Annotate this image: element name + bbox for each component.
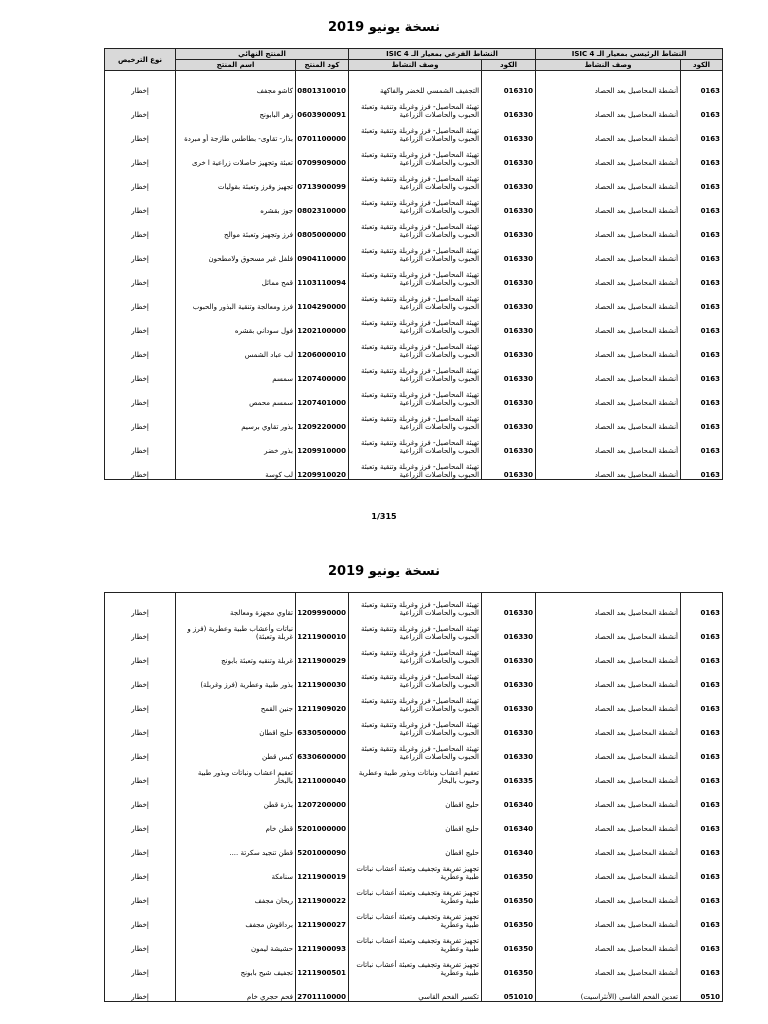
table-row xyxy=(105,167,723,191)
product-code: 1211000040 xyxy=(296,761,349,785)
table-row xyxy=(105,455,723,480)
product-name: نباتات وأعشاب طبية وعطرية (فرز و غربلة وتعبئة) xyxy=(176,617,296,641)
product-code: 6330600000 xyxy=(296,737,349,761)
main-activity-desc: أنشطة المحاصيل بعد الحصاد xyxy=(536,71,681,96)
product-name: قطن خام xyxy=(176,809,296,833)
main-activity-desc: أنشطة المحاصيل بعد الحصاد xyxy=(536,857,681,881)
main-activity-code: 0163 xyxy=(681,905,723,929)
table-row xyxy=(105,359,723,383)
product-code: 1209990000 xyxy=(296,593,349,618)
license-type: إخطار xyxy=(105,593,176,618)
table-row xyxy=(105,929,723,953)
sub-activity-desc: تهيئة المحاصيل- فرز وغربلة وتنقية وتعبئة الحبوب والحاصلات الزراعية xyxy=(349,455,482,480)
sub-activity-code: 016330 xyxy=(482,287,536,311)
sub-activity-code: 016310 xyxy=(482,71,536,96)
product-name: فرز وتجهيز وتعبئة موالح xyxy=(176,215,296,239)
sub-activity-desc: حليج اقطان xyxy=(349,785,482,809)
main-activity-code: 0163 xyxy=(681,407,723,431)
product-code: 1211909020 xyxy=(296,689,349,713)
product-name: جنين القمح xyxy=(176,689,296,713)
product-code-header: كود المنتج xyxy=(296,60,349,71)
product-name: بذور خضر xyxy=(176,431,296,455)
product-code: 0709909000 xyxy=(296,143,349,167)
main-activity-desc: أنشطة المحاصيل بعد الحصاد xyxy=(536,641,681,665)
sub-activity-desc: تهيئة المحاصيل- فرز وغربلة وتنقية وتعبئة الحبوب والحاصلات الزراعية xyxy=(349,689,482,713)
product-code: 0603900091 xyxy=(296,95,349,119)
sub-activity-desc: تهيئة المحاصيل- فرز وغربلة وتنقية وتعبئة الحبوب والحاصلات الزراعية xyxy=(349,641,482,665)
license-type: إخطار xyxy=(105,665,176,689)
table-row xyxy=(105,689,723,713)
main-activity-code: 0163 xyxy=(681,383,723,407)
main-activity-code: 0163 xyxy=(681,215,723,239)
product-code: 1207200000 xyxy=(296,785,349,809)
sub-activity-desc: تهيئة المحاصيل- فرز وغربلة وتنقية وتعبئة الحبوب والحاصلات الزراعية xyxy=(349,143,482,167)
main-activity-code: 0163 xyxy=(681,713,723,737)
main-desc-header: وصف النشاط xyxy=(536,60,681,71)
sub-activity-code: 016330 xyxy=(482,713,536,737)
product-name: تعقيم اعشاب ونباتات وبذور طبية بالبخار xyxy=(176,761,296,785)
product-code: 5201000090 xyxy=(296,833,349,857)
main-activity-desc: أنشطة المحاصيل بعد الحصاد xyxy=(536,335,681,359)
main-activity-code: 0163 xyxy=(681,191,723,215)
table-row xyxy=(105,239,723,263)
license-type-header: نوع الترخيص xyxy=(105,49,176,71)
license-type: إخطار xyxy=(105,71,176,96)
sub-activity-desc: تهيئة المحاصيل- فرز وغربلة وتنقية وتعبئة الحبوب والحاصلات الزراعية xyxy=(349,167,482,191)
product-code: 1202100000 xyxy=(296,311,349,335)
sub-activity-code: 016335 xyxy=(482,761,536,785)
sub-activity-desc: تهيئة المحاصيل- فرز وغربلة وتنقية وتعبئة الحبوب والحاصلات الزراعية xyxy=(349,263,482,287)
main-activity-desc: أنشطة المحاصيل بعد الحصاد xyxy=(536,713,681,737)
license-type: إخطار xyxy=(105,167,176,191)
activities-table-page1 xyxy=(104,48,723,480)
main-activity-desc: تعدين الفحم القاسي (الأنثراسيت) xyxy=(536,977,681,1002)
main-activity-code: 0163 xyxy=(681,311,723,335)
main-activity-desc: أنشطة المحاصيل بعد الحصاد xyxy=(536,311,681,335)
product-name: قمح مماثل xyxy=(176,263,296,287)
license-type: إخطار xyxy=(105,737,176,761)
license-type: إخطار xyxy=(105,215,176,239)
main-activity-desc: أنشطة المحاصيل بعد الحصاد xyxy=(536,383,681,407)
license-type: إخطار xyxy=(105,239,176,263)
main-activity-desc: أنشطة المحاصيل بعد الحصاد xyxy=(536,239,681,263)
sub-activity-code: 016350 xyxy=(482,905,536,929)
product-name: فلفل غير مسحوق ولامطحون xyxy=(176,239,296,263)
main-activity-code: 0163 xyxy=(681,689,723,713)
sub-activity-code: 016340 xyxy=(482,809,536,833)
main-activity-code: 0163 xyxy=(681,71,723,96)
product-code: 1211900022 xyxy=(296,881,349,905)
sub-activity-desc: تجهيز تفريغة وتجفيف وتعبئة أعشاب نباتات طبية وعطرية xyxy=(349,905,482,929)
sub-activity-desc: حليج اقطان xyxy=(349,809,482,833)
product-name: سمسم محمص xyxy=(176,383,296,407)
table-row xyxy=(105,785,723,809)
sub-activity-code: 016330 xyxy=(482,239,536,263)
table-row xyxy=(105,191,723,215)
main-activity-code: 0163 xyxy=(681,833,723,857)
main-activity-code: 0163 xyxy=(681,929,723,953)
license-type: إخطار xyxy=(105,263,176,287)
product-code: 1209910020 xyxy=(296,455,349,480)
product-name: بذور تقاوي برسيم xyxy=(176,407,296,431)
product-code: 1211900029 xyxy=(296,641,349,665)
product-name: فرز ومعالجة وتنقية البذور والحبوب xyxy=(176,287,296,311)
table-body xyxy=(105,593,723,1002)
sub-activity-desc: تهيئة المحاصيل- فرز وغربلة وتنقية وتعبئة الحبوب والحاصلات الزراعية xyxy=(349,617,482,641)
main-activity-desc: أنشطة المحاصيل بعد الحصاد xyxy=(536,593,681,618)
sub-activity-code: 016330 xyxy=(482,119,536,143)
table-body xyxy=(105,71,723,480)
product-code: 2701110000 xyxy=(296,977,349,1002)
license-type: إخطار xyxy=(105,119,176,143)
table-row xyxy=(105,737,723,761)
table-row xyxy=(105,809,723,833)
product-code: 0701100000 xyxy=(296,119,349,143)
main-activity-code: 0163 xyxy=(681,95,723,119)
table-row xyxy=(105,641,723,665)
product-name: تقاوي مجهزة ومعالجة xyxy=(176,593,296,618)
sub-activity-code: 016330 xyxy=(482,665,536,689)
table-header xyxy=(105,49,723,71)
main-activity-code: 0163 xyxy=(681,335,723,359)
license-type: إخطار xyxy=(105,641,176,665)
license-type: إخطار xyxy=(105,833,176,857)
main-activity-code: 0163 xyxy=(681,167,723,191)
license-type: إخطار xyxy=(105,455,176,480)
sub-activity-code: 016330 xyxy=(482,593,536,618)
sub-activity-desc: تجهيز تفريغة وتجفيف وتعبئة أعشاب نباتات طبية وعطرية xyxy=(349,881,482,905)
table-row xyxy=(105,665,723,689)
table-row xyxy=(105,287,723,311)
main-activity-desc: أنشطة المحاصيل بعد الحصاد xyxy=(536,287,681,311)
sub-activity-desc: تهيئة المحاصيل- فرز وغربلة وتنقية وتعبئة الحبوب والحاصلات الزراعية xyxy=(349,239,482,263)
main-activity-code: 0163 xyxy=(681,737,723,761)
table-row xyxy=(105,119,723,143)
sub-desc-header: وصف النشاط xyxy=(349,60,482,71)
page-title: نسخة يونيو 2019 xyxy=(328,564,440,579)
table-row xyxy=(105,263,723,287)
license-type: إخطار xyxy=(105,977,176,1002)
product-code: 5201000000 xyxy=(296,809,349,833)
sub-activity-code: 016350 xyxy=(482,857,536,881)
main-activity-code: 0163 xyxy=(681,809,723,833)
sub-activity-code: 016330 xyxy=(482,95,536,119)
license-type: إخطار xyxy=(105,311,176,335)
sub-activity-code: 016330 xyxy=(482,143,536,167)
product-name: فحم حجري خام xyxy=(176,977,296,1002)
product-code: 1209910000 xyxy=(296,431,349,455)
product-name: جوز بقشره xyxy=(176,191,296,215)
page-title: نسخة يونيو 2019 xyxy=(328,20,440,35)
license-type: إخطار xyxy=(105,857,176,881)
product-name: حشيشة ليمون xyxy=(176,929,296,953)
sub-activity-desc: تهيئة المحاصيل- فرز وغربلة وتنقية وتعبئة الحبوب والحاصلات الزراعية xyxy=(349,665,482,689)
sub-activity-desc: التجفيف الشمسي للخضر والفاكهة xyxy=(349,71,482,96)
sub-activity-desc: تهيئة المحاصيل- فرز وغربلة وتنقية وتعبئة الحبوب والحاصلات الزراعية xyxy=(349,335,482,359)
table-row xyxy=(105,95,723,119)
sub-activity-desc: تهيئة المحاصيل- فرز وغربلة وتنقية وتعبئة الحبوب والحاصلات الزراعية xyxy=(349,383,482,407)
main-activity-code: 0163 xyxy=(681,641,723,665)
license-type: إخطار xyxy=(105,713,176,737)
product-name: كاشو مجفف xyxy=(176,71,296,96)
product-name: تعبئة وتجهيز حاصلات زراعية ا خرى xyxy=(176,143,296,167)
product-name: زهر البابونج xyxy=(176,95,296,119)
sub-activity-desc: تجهيز تفريغة وتجفيف وتعبئة أعشاب نباتات طبية وعطرية xyxy=(349,953,482,977)
product-code: 1211900019 xyxy=(296,857,349,881)
table-row xyxy=(105,617,723,641)
sub-activity-desc: تهيئة المحاصيل- فرز وغربلة وتنقية وتعبئة الحبوب والحاصلات الزراعية xyxy=(349,311,482,335)
product-name: تجفيف شيح بابونج xyxy=(176,953,296,977)
main-activity-desc: أنشطة المحاصيل بعد الحصاد xyxy=(536,929,681,953)
license-type: إخطار xyxy=(105,95,176,119)
product-code: 0805000000 xyxy=(296,215,349,239)
main-activity-code: 0163 xyxy=(681,665,723,689)
table-row xyxy=(105,881,723,905)
product-name: بذرة قطن xyxy=(176,785,296,809)
product-name: فول سوداني بقشره xyxy=(176,311,296,335)
product-name: لب عباد الشمس xyxy=(176,335,296,359)
main-activity-desc: أنشطة المحاصيل بعد الحصاد xyxy=(536,167,681,191)
sub-activity-code: 016350 xyxy=(482,929,536,953)
sub-activity-desc: تهيئة المحاصيل- فرز وغربلة وتنقية وتعبئة الحبوب والحاصلات الزراعية xyxy=(349,407,482,431)
product-name: بذار- تقاوى- بطاطس طازجة أو مبردة xyxy=(176,119,296,143)
main-activity-desc: أنشطة المحاصيل بعد الحصاد xyxy=(536,455,681,480)
main-activity-desc: أنشطة المحاصيل بعد الحصاد xyxy=(536,833,681,857)
license-type: إخطار xyxy=(105,287,176,311)
license-type: إخطار xyxy=(105,929,176,953)
sub-activity-desc: تهيئة المحاصيل- فرز وغربلة وتنقية وتعبئة الحبوب والحاصلات الزراعية xyxy=(349,713,482,737)
table-row xyxy=(105,215,723,239)
sub-activity-code: 016330 xyxy=(482,641,536,665)
license-type: إخطار xyxy=(105,953,176,977)
product-name: تجهيز وفرز وتعبئة بقوليات xyxy=(176,167,296,191)
product-name: حليج اقطان xyxy=(176,713,296,737)
main-activity-code: 0510 xyxy=(681,977,723,1002)
license-type: إخطار xyxy=(105,785,176,809)
main-activity-desc: أنشطة المحاصيل بعد الحصاد xyxy=(536,905,681,929)
sub-activity-code: 016330 xyxy=(482,263,536,287)
product-name-header: اسم المنتج xyxy=(176,60,296,71)
main-activity-desc: أنشطة المحاصيل بعد الحصاد xyxy=(536,191,681,215)
sub-activity-desc: حليج اقطان xyxy=(349,833,482,857)
main-activity-desc: أنشطة المحاصيل بعد الحصاد xyxy=(536,617,681,641)
main-activity-desc: أنشطة المحاصيل بعد الحصاد xyxy=(536,431,681,455)
sub-activity-desc: تعقيم أعشاب ونباتات وبذور طبية وعطرية وحبوب بالبخار xyxy=(349,761,482,785)
product-code: 0713900099 xyxy=(296,167,349,191)
product-name: ريحان مجفف xyxy=(176,881,296,905)
sub-activity-code: 016340 xyxy=(482,833,536,857)
sub-activity-code: 016330 xyxy=(482,167,536,191)
license-type: إخطار xyxy=(105,689,176,713)
product-name: برداقوش مجفف xyxy=(176,905,296,929)
product-code: 1207401000 xyxy=(296,383,349,407)
table-row xyxy=(105,977,723,1002)
license-type: إخطار xyxy=(105,359,176,383)
table-row xyxy=(105,311,723,335)
sub-activity-desc: تهيئة المحاصيل- فرز وغربلة وتنقية وتعبئة الحبوب والحاصلات الزراعية xyxy=(349,593,482,618)
main-activity-code: 0163 xyxy=(681,263,723,287)
product-code: 1211900030 xyxy=(296,665,349,689)
main-activity-code: 0163 xyxy=(681,143,723,167)
table-row xyxy=(105,833,723,857)
main-activity-code: 0163 xyxy=(681,239,723,263)
sub-activity-desc: تهيئة المحاصيل- فرز وغربلة وتنقية وتعبئة الحبوب والحاصلات الزراعية xyxy=(349,287,482,311)
product-code: 1211900093 xyxy=(296,929,349,953)
sub-activity-code: 016330 xyxy=(482,335,536,359)
product-code: 1211900010 xyxy=(296,617,349,641)
sub-activity-code: 016340 xyxy=(482,785,536,809)
product-name: كبس قطن xyxy=(176,737,296,761)
license-type: إخطار xyxy=(105,407,176,431)
product-code: 1209220000 xyxy=(296,407,349,431)
main-activity-code: 0163 xyxy=(681,593,723,618)
sub-activity-code: 016330 xyxy=(482,737,536,761)
page-number: 1/315 xyxy=(371,512,397,521)
table-row xyxy=(105,407,723,431)
main-activity-desc: أنشطة المحاصيل بعد الحصاد xyxy=(536,359,681,383)
sub-activity-code: 016330 xyxy=(482,311,536,335)
main-activity-desc: أنشطة المحاصيل بعد الحصاد xyxy=(536,665,681,689)
sub-activity-desc: تهيئة المحاصيل- فرز وغربلة وتنقية وتعبئة الحبوب والحاصلات الزراعية xyxy=(349,215,482,239)
main-activity-code: 0163 xyxy=(681,119,723,143)
license-type: إخطار xyxy=(105,383,176,407)
sub-activity-desc: تهيئة المحاصيل- فرز وغربلة وتنقية وتعبئة الحبوب والحاصلات الزراعية xyxy=(349,191,482,215)
sub-activity-code: 016350 xyxy=(482,881,536,905)
main-activity-desc: أنشطة المحاصيل بعد الحصاد xyxy=(536,95,681,119)
sub-activity-code: 016330 xyxy=(482,359,536,383)
main-activity-code: 0163 xyxy=(681,359,723,383)
license-type: إخطار xyxy=(105,905,176,929)
main-activity-desc: أنشطة المحاصيل بعد الحصاد xyxy=(536,407,681,431)
main-activity-desc: أنشطة المحاصيل بعد الحصاد xyxy=(536,215,681,239)
sub-activity-desc: تجهيز تفريغة وتجفيف وتعبئة أعشاب نباتات طبية وعطرية xyxy=(349,857,482,881)
main-activity-desc: أنشطة المحاصيل بعد الحصاد xyxy=(536,143,681,167)
main-activity-desc: أنشطة المحاصيل بعد الحصاد xyxy=(536,953,681,977)
sub-activity-code: 016330 xyxy=(482,455,536,480)
license-type: إخطار xyxy=(105,191,176,215)
table-row xyxy=(105,761,723,785)
license-type: إخطار xyxy=(105,431,176,455)
license-type: إخطار xyxy=(105,809,176,833)
sub-activity-desc: تهيئة المحاصيل- فرز وغربلة وتنقية وتعبئة الحبوب والحاصلات الزراعية xyxy=(349,119,482,143)
sub-activity-header: النشاط الفرعي بمعيار الـ ISIC 4 xyxy=(349,49,536,60)
sub-activity-desc: تهيئة المحاصيل- فرز وغربلة وتنقية وتعبئة الحبوب والحاصلات الزراعية xyxy=(349,737,482,761)
table-row xyxy=(105,953,723,977)
main-activity-desc: أنشطة المحاصيل بعد الحصاد xyxy=(536,119,681,143)
main-activity-desc: أنشطة المحاصيل بعد الحصاد xyxy=(536,809,681,833)
table-row xyxy=(105,71,723,96)
license-type: إخطار xyxy=(105,143,176,167)
activities-table-page2 xyxy=(104,592,723,1002)
main-activity-code: 0163 xyxy=(681,881,723,905)
main-activity-code: 0163 xyxy=(681,953,723,977)
sub-activity-code: 016330 xyxy=(482,689,536,713)
main-activity-code: 0163 xyxy=(681,785,723,809)
sub-activity-code: 016330 xyxy=(482,407,536,431)
table-row xyxy=(105,383,723,407)
table-row xyxy=(105,713,723,737)
product-code: 6330500000 xyxy=(296,713,349,737)
product-code: 0802310000 xyxy=(296,191,349,215)
main-activity-desc: أنشطة المحاصيل بعد الحصاد xyxy=(536,881,681,905)
sub-activity-desc: تهيئة المحاصيل- فرز وغربلة وتنقية وتعبئة الحبوب والحاصلات الزراعية xyxy=(349,431,482,455)
product-code: 1211900501 xyxy=(296,953,349,977)
main-activity-desc: أنشطة المحاصيل بعد الحصاد xyxy=(536,689,681,713)
table-row xyxy=(105,593,723,618)
main-activity-code: 0163 xyxy=(681,431,723,455)
sub-activity-code: 016330 xyxy=(482,191,536,215)
table-row xyxy=(105,431,723,455)
sub-activity-code: 016330 xyxy=(482,383,536,407)
table-row xyxy=(105,335,723,359)
main-activity-code: 0163 xyxy=(681,761,723,785)
main-activity-header: النشاط الرئيسي بمعيار الـ ISIC 4 xyxy=(536,49,723,60)
sub-activity-code: 016330 xyxy=(482,215,536,239)
sub-activity-code: 016330 xyxy=(482,431,536,455)
sub-activity-desc: تهيئة المحاصيل- فرز وغربلة وتنقية وتعبئة الحبوب والحاصلات الزراعية xyxy=(349,95,482,119)
main-code-header: الكود xyxy=(681,60,723,71)
table-row xyxy=(105,905,723,929)
sub-activity-desc: تهيئة المحاصيل- فرز وغربلة وتنقية وتعبئة الحبوب والحاصلات الزراعية xyxy=(349,359,482,383)
license-type: إخطار xyxy=(105,617,176,641)
product-code: 0904110000 xyxy=(296,239,349,263)
main-activity-code: 0163 xyxy=(681,617,723,641)
product-code: 1103110094 xyxy=(296,263,349,287)
product-name: قطن تنجيد سكرتة .... xyxy=(176,833,296,857)
product-name: غربلة وتنقيه وتعبئة بابونج xyxy=(176,641,296,665)
main-activity-code: 0163 xyxy=(681,857,723,881)
table-row xyxy=(105,143,723,167)
product-name: بذور طبية وعطرية (فرز وغربلة) xyxy=(176,665,296,689)
product-name: لب كوسة xyxy=(176,455,296,480)
product-code: 1211900027 xyxy=(296,905,349,929)
sub-activity-code: 051010 xyxy=(482,977,536,1002)
product-code: 1207400000 xyxy=(296,359,349,383)
sub-activity-code: 016330 xyxy=(482,617,536,641)
sub-activity-desc: تجهيز تفريغة وتجفيف وتعبئة أعشاب نباتات طبية وعطرية xyxy=(349,929,482,953)
table-row xyxy=(105,857,723,881)
sub-activity-desc: تكسير الفحم القاسي xyxy=(349,977,482,1002)
main-activity-desc: أنشطة المحاصيل بعد الحصاد xyxy=(536,761,681,785)
license-type: إخطار xyxy=(105,881,176,905)
main-activity-desc: أنشطة المحاصيل بعد الحصاد xyxy=(536,737,681,761)
main-activity-code: 0163 xyxy=(681,455,723,480)
sub-activity-code: 016350 xyxy=(482,953,536,977)
product-code: 1206000010 xyxy=(296,335,349,359)
product-code: 1104290000 xyxy=(296,287,349,311)
main-activity-code: 0163 xyxy=(681,287,723,311)
license-type: إخطار xyxy=(105,761,176,785)
main-activity-desc: أنشطة المحاصيل بعد الحصاد xyxy=(536,785,681,809)
final-product-header: المنتج النهائي xyxy=(176,49,349,60)
license-type: إخطار xyxy=(105,335,176,359)
sub-code-header: الكود xyxy=(482,60,536,71)
product-name: سمسم xyxy=(176,359,296,383)
product-name: سنامكة xyxy=(176,857,296,881)
main-activity-desc: أنشطة المحاصيل بعد الحصاد xyxy=(536,263,681,287)
product-code: 0801310010 xyxy=(296,71,349,96)
